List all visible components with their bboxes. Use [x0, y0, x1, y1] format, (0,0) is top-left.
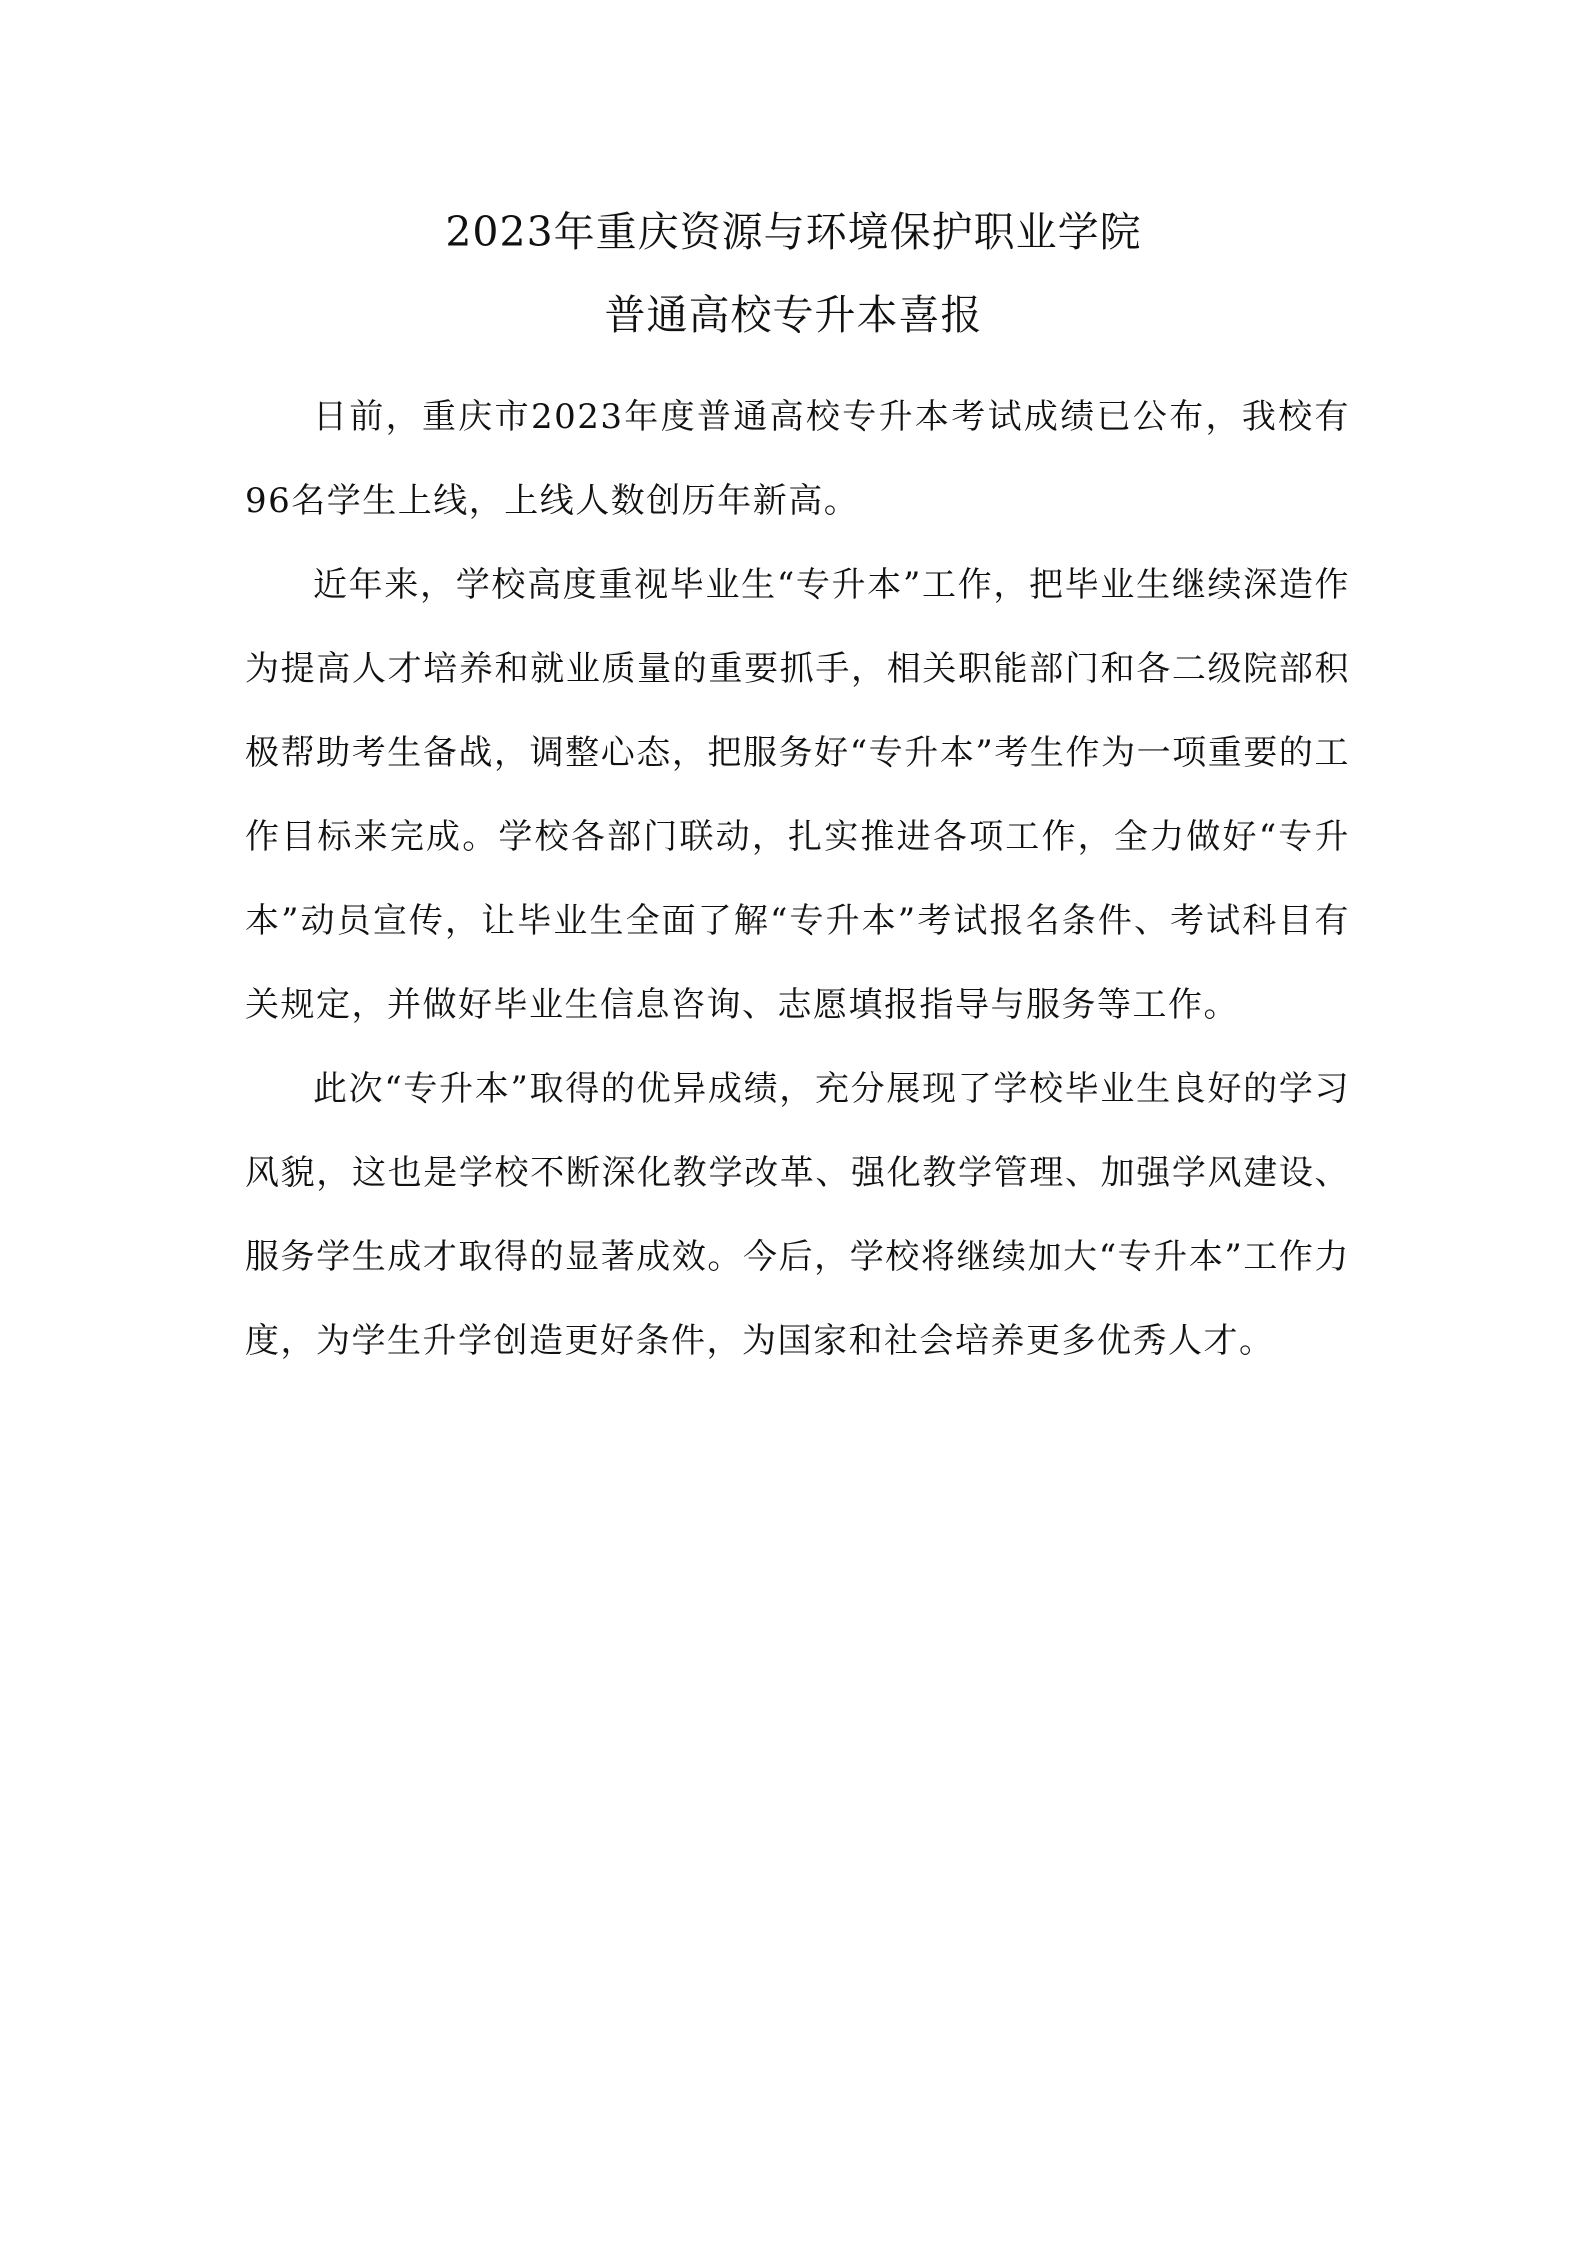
- document-title-line-2: 普通高校专升本喜报: [604, 291, 983, 339]
- document-title-line-1: 2023年重庆资源与环境保护职业学院: [445, 208, 1142, 256]
- paragraph-conclusion: 此次“专升本”取得的优异成绩，充分展现了学校毕业生良好的学习风貌，这也是学校不断深化教学改革、强化教学管理、加强学风建设、服务学生成才取得的显著成效。今后，学校将继续加大“专升本”工作力度，为学生升学创造更好条件，为国家和社会培养更多优秀人才。: [245, 1069, 1350, 1361]
- paragraph-school-efforts: 近年来，学校高度重视毕业生“专升本”工作，把毕业生继续深造作为提高人才培养和就业质量的重要抓手，相关职能部门和各二级院部积极帮助考生备战，调整心态，把服务好“专升本”考生作为一项重要的工作目标来完成。学校各部门联动，扎实推进各项工作，全力做好“专升本”动员宣传，让毕业生全面了解“专升本”考试报名条件、考试科目有关规定，并做好毕业生信息咨询、志愿填报指导与服务等工作。: [245, 565, 1350, 1025]
- paragraph-announcement: 日前，重庆市2023年度普通高校专升本考试成绩已公布，我校有96名学生上线，上线人数创历年新高。: [245, 397, 1350, 521]
- document-body: [245, 375, 1350, 1383]
